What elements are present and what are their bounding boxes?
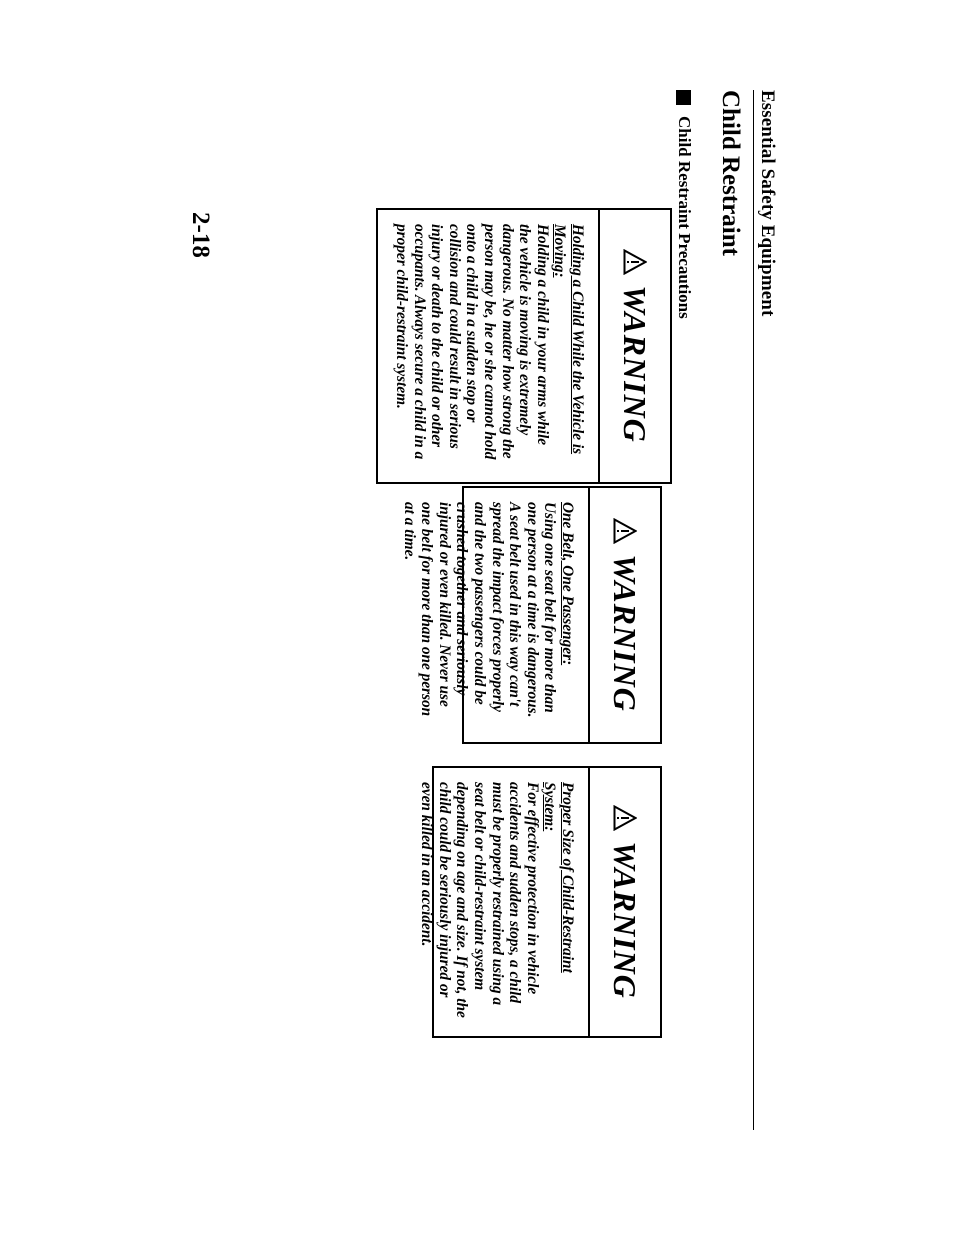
warning-box-one-belt <box>400 486 662 744</box>
square-bullet-icon <box>677 90 692 105</box>
warning-triangle-icon <box>613 805 637 831</box>
warning-text: Using one seat belt for more than one person at a time is dangerous. A seat belt used in this way can't spread the impact forces properly and the two passengers could be crushed together and seriously injured or even killed. Never use one belt for more than one person at a time. <box>400 502 559 718</box>
subsection-title: Child Restraint Precautions <box>675 116 694 319</box>
warning-text: Holding a child in your arms while the vehicle is moving is extremely dangerous. No matter how strong the person may be, he or she cannot hold onto a child in a sudden stop or collision and could result in serious injury or death to the child or other occupants. Always secure a child in a proper child-restraint system. <box>393 224 551 460</box>
header-rule <box>753 90 754 1130</box>
section-title: Essential Safety Equipment <box>757 90 778 317</box>
warning-heading: WARNING <box>607 841 644 999</box>
warning-title: Proper Size of Child-Restraint System: <box>541 782 576 973</box>
warning-box-holding-child <box>376 208 672 484</box>
warning-header <box>588 488 660 742</box>
page-number: 2-18 <box>187 212 214 258</box>
warning-triangle-icon <box>613 518 637 544</box>
page-title: Child Restraint <box>717 90 744 256</box>
warning-header <box>598 210 670 482</box>
warning-body <box>390 488 588 742</box>
warning-heading: WARNING <box>607 554 644 712</box>
warning-box-proper-size <box>418 766 662 1038</box>
warning-header <box>588 768 660 1036</box>
warning-body <box>382 210 598 482</box>
subsection-heading <box>674 90 694 319</box>
warning-body <box>408 768 588 1036</box>
warning-title: One Belt, One Passenger: <box>559 502 576 666</box>
warning-triangle-icon <box>623 249 647 275</box>
warning-heading: WARNING <box>617 285 654 443</box>
warning-text: For effective protection in vehicle accidents and sudden stops, a child must be properly restrained using a seat belt or child-restraint system depending on age and size. If not, the child could be seriously injured or even killed in an accident. <box>418 782 541 1018</box>
warning-title: Holding a Child While the Vehicle is Moving: <box>551 224 586 455</box>
